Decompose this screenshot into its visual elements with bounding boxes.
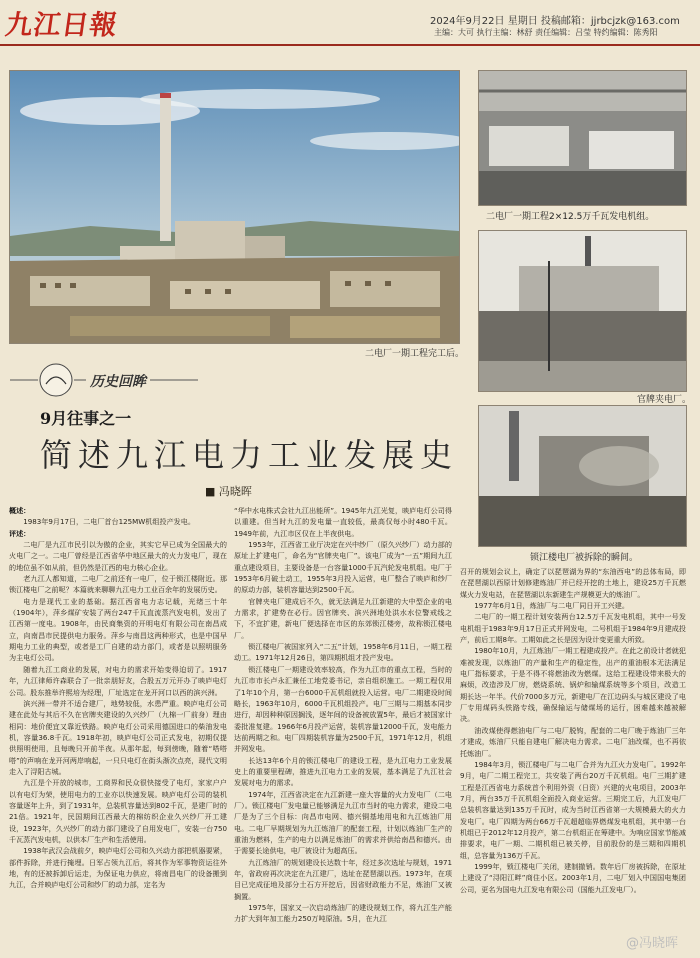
old-plant-illustration (479, 231, 686, 391)
paragraph: 召开的规划会议上，确定了以琵琶湖为界的“东油西电”的总体布局，即在琵琶湖以西原计划修建炼油厂并已经开挖的土地上，建设25万千瓦燃煤火力发电站，在琵琶湖以东新建生产规模更大的炼油厂。 (460, 567, 686, 599)
summary-label: 概述： (9, 506, 31, 515)
article-column-3 (460, 566, 686, 938)
article-column-2 (234, 505, 452, 953)
paragraph: 老九江人都知道，二电厂之前还有一电厂，位于锁江楼附近。那锁江楼电厂之前呢？本篇就来聊聊九江电力工业百余年的发展历史。 (9, 574, 227, 595)
paragraph: 1975年，国家又一次启动炼油厂的建设规划工作，将九江生产能力扩大到年加工能力250万吨原油。5月，在九江 (234, 903, 452, 924)
date-line: 2024年9月22日 星期日 投稿邮箱：jjrbcjzk@163.com (430, 16, 680, 27)
bottom-right-caption: 锁江楼电厂被拆除的瞬间。 (530, 553, 639, 563)
paragraph: 1974年，江西省决定在九江新建一座大容量的火力发电厂（二电厂）。锁江楼电厂发电量已能够满足九江市当时的电力需求，建设二电厂是为了三个目标：向昌市电网、德兴铜基地用电和九江炼油厂用电。二电厂早期规划为九江炼油厂的配套工程，计划以炼油厂生产的重油为燃料，生产的电力以满足炼油厂的需求并供给南昌和德兴。由于需要长途供电，电厂被设计为超高压。 (234, 789, 452, 856)
paragraph: 随着九江工商业的发展，对电力的需求开始变得迫切了。1917年，九江律师许森联合了一批亲朋好友，合股五万元开办了映庐电灯公司。股东推举许熙培为经理，厂址选定在龙开河口以西的滨兴洲。 (9, 664, 227, 697)
demolition-illustration (479, 406, 686, 546)
paragraph: 1980年10月，九江炼油厂一期工程建成投产。在此之前设计者就犯难被发现，以炼油厂的产量和生产的稳定性，出产的重油根本无法满足电厂指标要求，于是不得不将燃油改为燃煤。这给工程建设带来极大的麻烦，改造涉及厂房，燃烧系统、锅炉和输煤系统等多个项目，改造工期长达一年半。代价7000多万元，新建电厂在江边码头与城区建设了电厂专用煤码头铁路专线，确保输运与储煤场的运行，困难越来越被解决。 (460, 646, 686, 724)
demolition-photo (478, 405, 687, 547)
staff-line: 主编：大可 执行主编：林舒 责任编辑：吕莹 特约编辑：陈秀阳 (434, 28, 658, 37)
summary-text: 1983年9月17日，二电厂首台125MW机组投产发电。 (23, 517, 195, 527)
watermark: @冯晓晖 (625, 936, 678, 951)
paragraph: 锁江楼电厂一期建设效率较高，作为九江市的重点工程，当时的九江市市长卢永汇兼任工地党委书记，亲自组织施工。一期工程仅用了1年10个月，第一台6000千瓦机组就投入运营。电厂二期建设时间略长，1963年10月，6000千瓦机组投产。电厂三期与二期基本同步进行，却因种种原因搁浅，逐年间的设备被放置5年，最后才被国家计委批准复建。1966年6月投产运营，装机容量12000千瓦，发电能力达前两期之和。电厂四期装机容量为2500千瓦，1971年12月，机组并网发电。 (234, 664, 452, 754)
paragraph: 九江是个开放的城市，工商界和民众很快接受了电灯，家家户户以有电灯为荣，使用电力的工业亦以快速发展。映庐电灯公司的装机容量逐年上升，到了1931年，总装机容量达到802千瓦，是建厂时的21倍。1921年，民国期间江西最大的棉纺织企业久兴纱厂开工建设，1923年，久兴纱厂的动力部门建设了自用发电厂，安装一台750千瓦蒸汽发电机，以供本厂生产和生活使用。 (9, 778, 227, 844)
mid-right-caption: 官牌夹电厂。 (637, 395, 692, 405)
generator-hall-illustration (479, 71, 686, 205)
paragraph: 油改煤使得燃油电厂与二电厂脱钩，配套的二电厂晚于炼油厂三年才建成，炼油厂只能自建电厂解决电力需求。二电厂油改煤，也不再依托炼油厂。 (460, 725, 686, 758)
column-tag (10, 362, 200, 398)
main-power-plant-photo (9, 70, 460, 344)
article-column-1 (9, 505, 227, 953)
paragraph: 九江炼油厂的规划建设长达数十年，经过多次选址与规划，1971年，省政府再次决定在九江建厂，选址在琵琶湖以西。1973年，在项目已完成征地及部分土石方开挖后，因省财政能力不足，炼油厂又被搁置。 (234, 857, 452, 901)
paragraph: 1977年6月1日，炼油厂与二电厂同日开工兴建。 (474, 601, 629, 611)
byline: ■ 冯晓晖 (205, 485, 252, 498)
paragraph: 官牌夹电厂建成后不久，就无法满足九江新建的大中型企业的电力需求，扩建势在必行。因官牌夹、滨兴洲地处洪水水位警戒线之下，不宜扩建，新电厂便选择在市区的东郊锁江楼旁，故称锁江楼电厂。 (234, 596, 452, 640)
paragraph: 1999年，锁江楼电厂关闭，建制撤销。数年后厂房被拆除，在原址上建设了“浔阳江畔”商住小区。2003年1月，二电厂划入中国国电集团公司，更名为国电九江发电有限公司（国能九江发电厂）。 (460, 861, 686, 894)
paragraph: 二电厂的一期工程计划安装两台12.5万千瓦发电机组，其中一号发电机组于1983年9月17日正式并网发电，二号机组于1984年9月建成投产，前后工期8年。工期如此之长是因为设计变更重大所致。 (460, 612, 686, 645)
paragraph: 1938年武汉会战前夕，映庐电灯公司和久兴动力部把机器要紧，部件拆除，并进行掩埋。日军占领九江后，将其作为军事物资运往外地，有的还被拆卸后运走，为保证电力供应，将南昌电厂的设备搬到九江，合并映庐电灯公司和纱厂的动力部，定名为 (9, 846, 227, 890)
paragraph: 二电厂是九江市民引以为傲的企业，其实它早已成为全国最大的火电厂之一。二电厂曾经是江西省华中地区最大的火力发电厂，现在的地位虽不如从前，但仍然是江西的电力核心企业。 (9, 540, 227, 572)
series-title: 9月往事之一 (40, 409, 132, 428)
paragraph: 1953年，江西省工业厅决定在兴中纱厂（原久兴纱厂）动力部的原址上扩建电厂，命名为“官牌夹电厂”。该电厂成为“一五”期间九江重点建设项目，主要设备是一台容量1000千瓦汽轮发电机组。电厂于1953年6月破土动工，1955年3月投入运营，电厂整合了映庐和纱厂的原动力部，装机容量达到2500千瓦。 (234, 540, 452, 595)
paragraph: 电力是现代工业的基础。据江西省电力志记载，光绪三十年（1904年），萍乡煤矿安装了两台247千瓦直流蒸汽发电机，发出了江西第一度电。1908年，由民商集资的开明电灯有限公司在南昌成立，向南昌市民提供电力服务。萍乡与南昌这两种形式，也是中国早期电力工业的典型，或者是工厂自建的动力部门，或者是以照明服务为主电灯公司。 (9, 596, 227, 663)
main-photo-caption: 二电厂一期工程完工后。 (365, 349, 465, 359)
guanpaijia-plant-photo (478, 230, 687, 392)
masthead (0, 0, 700, 46)
paragraph: 滨兴洲一带并不适合建厂，地势较低，水患严重。映庐电灯公司建在此处与其后不久在官牌夹建设的久兴纱厂（九棉一厂前身）理由相同：地价便宜又靠近铁路。映庐电灯公司采用德国进口的柴油发电机，容量36.8千瓦。1918年初，映庐电灯公司正式发电，初期仅提供照明使用，且每晚只开前半夜。从那年起，每到傍晚，随着“嗒嗒嗒”的声响在龙开河两岸响起，一只只电灯在街头渐次点亮，现代文明走入了浔阳古城。 (9, 698, 227, 776)
column-tag-label: 历史回眸 (90, 374, 146, 390)
generator-hall-photo (478, 70, 687, 206)
power-plant-illustration (10, 71, 459, 343)
headline: 简述九江电力工业发展史 (40, 436, 459, 474)
paragraph: 长达13年6个月的锁江楼电厂的建设工程，是九江电力工业发展史上的重要里程碑，推进九江电力工业的发展，基本满足了九江社会发展对电力的需求。 (234, 755, 452, 788)
comment-label: 评述： (9, 528, 31, 538)
paragraph: “华中水电株式会社九江出能所”。1945年九江光复，映庐电灯公司得以重建。但当时九江的发电量一直较低，最高仅每小时480千瓦。1949年前，九江市区仅在上半夜供电。 (234, 506, 452, 538)
paragraph: 1984年3月，锁江楼电厂与二电厂合并为九江火力发电厂。1992年9月，电厂二期工程完工，共安装了两台20万千瓦机组。电厂三期扩建工程是江西省电力系统首个利用外资（日资）兴建的火电项目，2003年7月，两台35万千瓦机组全面投入商业运营。三期完工后，九江发电厂总装机容量达到135万千瓦时，成为当时江西省第一大规模最大的火力发电厂。电厂四期为两台66万千瓦超超临界燃煤发电机组，其中第一台机组已于2012年12月投产，第二台机组正在筹建中。为响应国家节能减排要求，电厂一期、二期机组已被关停，目前股份的是三期和四期机组，总容量为136万千瓦。 (460, 759, 686, 860)
newspaper-logo: 九江日報 (3, 10, 120, 41)
top-right-caption: 二电厂一期工程2×12.5万千瓦发电机组。 (486, 212, 655, 222)
paragraph: 锁江楼电厂被国家列入“二五”计划，1958年6月11日，一期工程动工。1971年12月26日，第四期机组才投产发电。 (234, 642, 452, 663)
